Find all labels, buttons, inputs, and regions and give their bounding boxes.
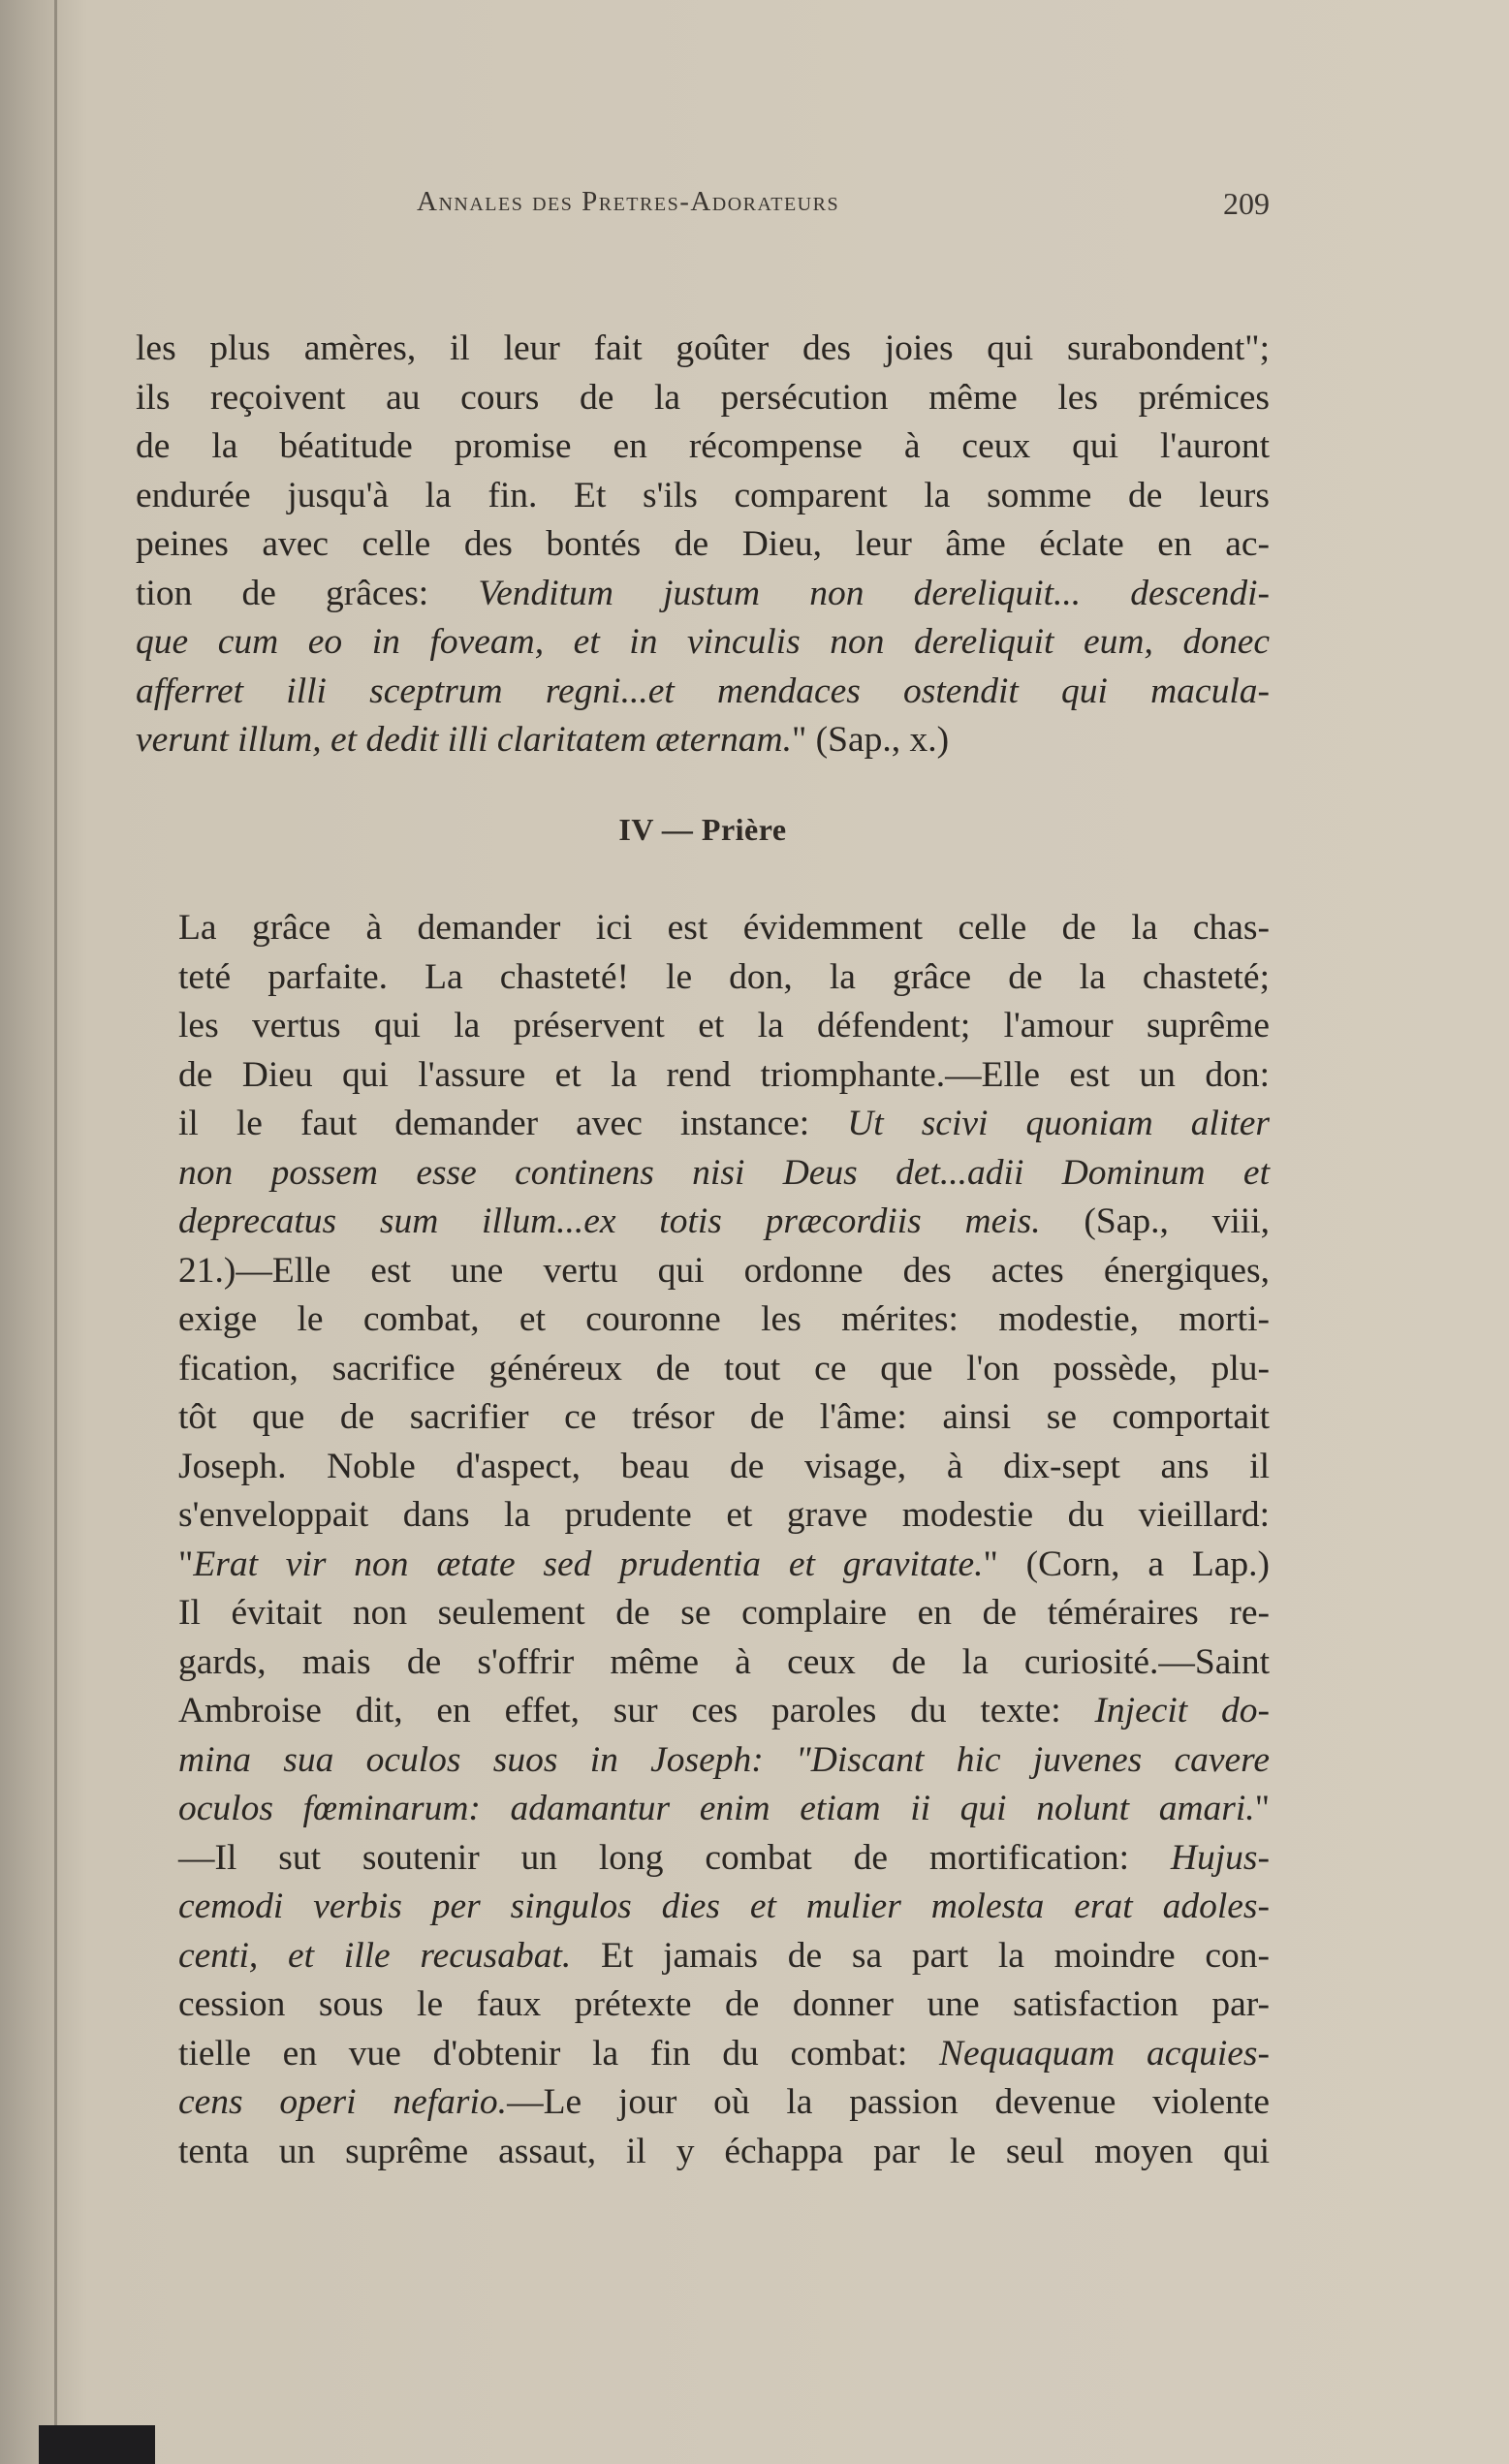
- text-segment: endurée jusqu'à la fin. Et s'ils comparent la somme de leurs: [136, 475, 1270, 515]
- paragraph-1: [136, 325, 1270, 765]
- text-segment: tenta un suprême assaut, il y échappa par le seul moyen qui: [178, 2131, 1270, 2171]
- text-segment: —Il sut soutenir un long combat de mortification:: [178, 1837, 1171, 1878]
- italic-text: deprecatus sum illum...ex totis præcordiis meis.: [178, 1201, 1041, 1241]
- text-segment: les vertus qui la préservent et la défendent; l'amour suprême: [178, 1006, 1270, 1045]
- text-segment: 21.)—Elle est une vertu qui ordonne des actes énergiques,: [178, 1250, 1270, 1291]
- italic-text: Hujus-: [1170, 1837, 1270, 1878]
- text-line: [136, 904, 1270, 953]
- text-line: [136, 1247, 1270, 1296]
- text-segment: Et jamais de sa part la moindre con-: [571, 1935, 1271, 1976]
- text-segment: fication, sacrifice généreux de tout ce que l'on possède, plu-: [178, 1348, 1270, 1388]
- scan-edge: [39, 2425, 155, 2464]
- text-segment: tielle en vue d'obtenir la fin du combat:: [178, 2033, 939, 2074]
- text-segment: " (Corn, a Lap.): [983, 1544, 1270, 1584]
- italic-text: non possem esse continens nisi Deus det...adii Dominum et: [178, 1152, 1270, 1193]
- text-line: [136, 1198, 1270, 1247]
- text-segment: tion de grâces:: [136, 573, 479, 613]
- italic-text: verunt illum, et dedit illi claritatem æternam.: [136, 720, 792, 760]
- paragraph-2: [136, 904, 1270, 2176]
- italic-text: Erat vir non ætate sed prudentia et gravitate.: [193, 1544, 984, 1584]
- text-segment: —Le jour où la passion devenue violente: [507, 2082, 1270, 2122]
- italic-text: Ut scivi quoniam aliter: [847, 1104, 1270, 1143]
- page-number: 209: [1223, 186, 1270, 221]
- text-line: [136, 2030, 1270, 2079]
- text-line: [136, 1149, 1270, 1199]
- text-segment: peines avec celle des bontés de Dieu, leur âme éclate en ac-: [136, 524, 1270, 564]
- text-line: [136, 1785, 1270, 1834]
- text-segment: gards, mais de s'offrir même à ceux de la curiosité.—Saint: [178, 1641, 1270, 1682]
- text-line: [136, 472, 1270, 521]
- text-line: [136, 1491, 1270, 1541]
- italic-text: afferret illi sceptrum regni...et mendaces ostendit qui macula-: [136, 671, 1270, 711]
- text-line: [136, 1834, 1270, 1884]
- italic-text: cemodi verbis per singulos dies et mulier molesta erat adoles-: [178, 1887, 1270, 1926]
- text-segment: les plus amères, il leur fait goûter des joies qui surabondent";: [136, 328, 1270, 368]
- text-line: [136, 1051, 1270, 1101]
- text-line: [136, 1345, 1270, 1394]
- italic-text: Venditum justum non dereliquit... descendi-: [478, 573, 1270, 613]
- italic-text: oculos fœminarum: adamantur enim etiam ii qui nolunt amari.: [178, 1789, 1255, 1828]
- text-line: [136, 1932, 1270, 1981]
- text-line: [136, 1883, 1270, 1932]
- text-line: [136, 1541, 1270, 1590]
- text-line: [136, 1638, 1270, 1688]
- text-segment: " (Sap., x.): [792, 720, 950, 760]
- text-segment: tôt que de sacrifier ce trésor de l'âme: ainsi se comportait: [178, 1397, 1270, 1437]
- text-line: [136, 1443, 1270, 1492]
- text-line: [136, 374, 1270, 423]
- text-segment: Il évitait non seulement de se complaire en de téméraires re-: [178, 1593, 1270, 1633]
- italic-text: centi, et ille recusabat.: [178, 1935, 572, 1976]
- italic-text: mina sua oculos suos in Joseph: "Discant hic juvenes cavere: [178, 1739, 1270, 1780]
- text-line: [136, 618, 1270, 668]
- text-segment: ": [1254, 1789, 1270, 1828]
- text-segment: de Dieu qui l'assure et la rend triomphante.—Elle est un don:: [178, 1054, 1270, 1095]
- text-segment: ils reçoivent au cours de la persécution même les prémices: [136, 377, 1270, 418]
- running-title: Annales des Pretres-Adorateurs: [417, 186, 840, 217]
- text-line: [136, 1736, 1270, 1786]
- text-line: [136, 1393, 1270, 1443]
- text-line: [136, 1687, 1270, 1736]
- text-segment: ": [178, 1544, 194, 1584]
- text-line: [136, 2128, 1270, 2177]
- text-line: [136, 570, 1270, 619]
- text-segment: Ambroise dit, en effet, sur ces paroles du texte:: [178, 1691, 1095, 1731]
- text-segment: (Sap., viii,: [1040, 1201, 1270, 1241]
- text-line: [136, 1981, 1270, 2030]
- text-segment: il le faut demander avec instance:: [178, 1104, 848, 1143]
- text-line: [136, 1589, 1270, 1638]
- text-line: [136, 1100, 1270, 1149]
- text-line: [136, 2078, 1270, 2128]
- text-line: [136, 716, 1270, 765]
- text-line: [136, 1295, 1270, 1345]
- text-segment: s'enveloppait dans la prudente et grave modestie du vieillard:: [178, 1495, 1270, 1535]
- text-line: [136, 520, 1270, 570]
- italic-text: Nequaquam acquies-: [939, 2033, 1270, 2074]
- text-line: [136, 422, 1270, 472]
- text-segment: teté parfaite. La chasteté! le don, la grâce de la chasteté;: [178, 956, 1270, 997]
- italic-text: Injecit do-: [1094, 1691, 1270, 1731]
- section-heading: IV — Prière: [618, 812, 787, 847]
- italic-text: cens operi nefario.: [178, 2082, 508, 2122]
- text-segment: La grâce à demander ici est évidemment celle de la chas-: [178, 908, 1270, 948]
- italic-text: que cum eo in foveam, et in vinculis non dereliquit eum, donec: [136, 622, 1270, 662]
- text-segment: cession sous le faux prétexte de donner une satisfaction par-: [178, 1984, 1270, 2024]
- page-gutter: [54, 0, 57, 2464]
- text-segment: Joseph. Noble d'aspect, beau de visage, à dix-sept ans il: [178, 1446, 1270, 1486]
- text-line: [136, 325, 1270, 374]
- text-segment: de la béatitude promise en récompense à ceux qui l'auront: [136, 426, 1270, 466]
- text-segment: exige le combat, et couronne les mérites: modestie, morti-: [178, 1299, 1270, 1339]
- page-header: [136, 186, 1270, 233]
- text-line: [136, 668, 1270, 717]
- text-line: [136, 1002, 1270, 1051]
- text-line: [136, 953, 1270, 1003]
